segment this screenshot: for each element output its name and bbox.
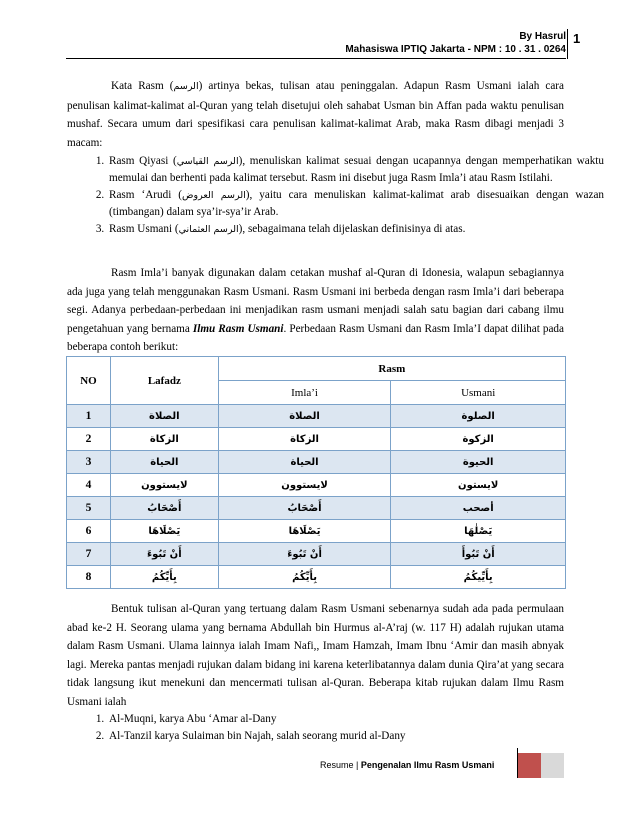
header-divider [66, 58, 566, 59]
imlai-text-a: Rasm Imla’i banyak digunakan dalam cetakan mushaf al-Quran di Idonesia, walapun sebagiannya ada juga yang telah menggunakan Rasm Usmani. Rasm Usmani ini berbeda dengan rasm Imla’i dari beberapa segi. Adanya perbedaan-perbedaan ini menjadikan rasm usmani menjadi salah satu bagian dari cabang ilmu pengetahuan yang bernama [67, 267, 564, 335]
lafadz-cell: الحياة [110, 451, 218, 474]
intro-arabic-term: الرسم [173, 81, 199, 92]
usmani-cell: الزكوة [391, 428, 566, 451]
row-number: 7 [67, 543, 111, 566]
list-item [107, 221, 604, 238]
column-header-usmani: Usmani [391, 381, 566, 405]
lafadz-cell: أَصْحَابُ [110, 497, 218, 520]
footer-red-block [518, 753, 541, 778]
usmani-cell: أصحب [391, 497, 566, 520]
header-vertical-divider [567, 29, 568, 59]
table-row [67, 474, 566, 497]
lafadz-cell: لايستوون [110, 474, 218, 497]
table-body [67, 405, 566, 589]
page-number: 1 [573, 31, 581, 46]
history-paragraph [67, 600, 564, 711]
imlai-text-b: . Perbedaan Rasm Usmani dan Rasm Imla’I dapat dilihat pada beberapa contoh berikut: [67, 322, 564, 353]
intro-paragraph [67, 77, 564, 152]
table-row [67, 451, 566, 474]
list-item-arabic: الرسم العثماني [178, 224, 239, 235]
usmani-cell: لايستون [391, 474, 566, 497]
footer-gray-block [541, 753, 564, 778]
list-item [107, 153, 604, 187]
row-number: 3 [67, 451, 111, 474]
intro-text-a: Kata Rasm ( [111, 80, 174, 92]
list-item-text-b: ), sebagaimana telah dijelaskan definisinya di atas. [238, 223, 466, 235]
imlai-cell: الزكاة [218, 428, 391, 451]
footer-title: Pengenalan Ilmu Rasm Usmani [360, 760, 495, 770]
list-item: 2. Al-Tanzil karya Sulaiman bin Najah, salah seorang murid al-Dany [107, 728, 604, 745]
table-row [67, 428, 566, 451]
imlai-cell: أَنْ تَبُوءَ [218, 543, 391, 566]
intro-text-b: ) artinya bekas, tulisan atau peninggalan. Adapun Rasm Usmani ialah cara penulisan kalimat-kalimat al-Quran yang telah disetujui oleh sahabat Usman bin Affan pada waktu penulisan mushaf. Secara umum dari spesifikasi cara penulisan kalimat-kalimat Arab, maka Rasm dibagi menjadi 3 macam: [67, 80, 565, 149]
usmani-cell: أَنْ تَبُوأَ [391, 543, 566, 566]
row-number: 8 [67, 566, 111, 589]
row-number: 4 [67, 474, 111, 497]
list-item: 1. Al-Muqni, karya Abu ‘Amar al-Dany [107, 711, 604, 728]
usmani-cell: الصلوة [391, 405, 566, 428]
imlai-cell: أَصْحَابُ [218, 497, 391, 520]
usmani-cell: الحيوة [391, 451, 566, 474]
list-item-text-b: ), yaitu cara menuliskan kalimat-kalimat arab disesuaikan dengan wazan (timbangan) dalam sya’ir-sya’ir Arab. [109, 189, 604, 218]
usmani-cell: يَصْلٰهَا [391, 520, 566, 543]
column-header-no: NO [67, 357, 111, 405]
table-row [67, 520, 566, 543]
row-number: 1 [67, 405, 111, 428]
list-item-arabic: الرسم القياسي [176, 156, 239, 167]
list-item-text-a: Rasm Qiyasi ( [109, 155, 177, 167]
imlai-cell: الصلاة [218, 405, 391, 428]
lafadz-cell: أَنْ تَبُوءَ [110, 543, 218, 566]
ilmu-rasm-usmani-term: Ilmu Rasm Usmani [192, 322, 284, 335]
imlai-cell: بِأَيِّكُمُ [218, 566, 391, 589]
lafadz-cell: الزكاة [110, 428, 218, 451]
row-number: 6 [67, 520, 111, 543]
header-affiliation: Mahasiswa IPTIQ Jakarta - NPM : 10 . 31 . 0264 [345, 44, 566, 55]
lafadz-cell: يَصْلَاهَا [110, 520, 218, 543]
lafadz-cell: الصلاة [110, 405, 218, 428]
imlai-cell: الحياة [218, 451, 391, 474]
usmani-cell: بِأَيِّيكُمُ [391, 566, 566, 589]
footer [320, 760, 494, 770]
table-row [67, 566, 566, 589]
footer-prefix: Resume | [320, 760, 361, 770]
lafadz-cell: بِأَيِّكُمُ [110, 566, 218, 589]
history-text: Bentuk tulisan al-Quran yang tertuang dalam Rasm Usmani sebenarnya sudah ada pada permulaan abad ke-2 H. Seorang ulama yang bernama Abdullah bin Hurmus al-A’raj (w. 117 H) adalah rujukan utama dalam Rasm Usmani. Ulama lainnya ialah Imam Nafi,, Imam Hamzah, Imam Ibnu ‘Amir dan masih abnyak lagi. Mereka pantas menjadi rujukan dalam bidang ini karena keterlibatannya dalam dunia Qira’at yang secara tidak langsung ikut menekuni dan mencermati tulisan al-Quran. Beberapa kitab rujukan dalam Ilmu Rasm Usmani ialah [67, 603, 564, 708]
table-row [67, 497, 566, 520]
column-header-rasm: Rasm [218, 357, 565, 381]
imlai-paragraph [67, 264, 564, 357]
header-author: By Hasrul [519, 31, 566, 42]
list-item-text-b: ), menuliskan kalimat sesuai dengan ucapannya dengan memperhatikan waktu memulai dan berhenti pada kalimat tersebut. Rasm ini disebut juga Rasm Imla’i atau Rasm Istilahi. [109, 155, 604, 184]
rasm-comparison-table [66, 356, 566, 589]
list-item-text-a: Rasm Usmani ( [109, 223, 179, 235]
imlai-cell: لايستوون [218, 474, 391, 497]
row-number: 2 [67, 428, 111, 451]
column-header-lafadz: Lafadz [110, 357, 218, 405]
table-row [67, 405, 566, 428]
list-item [107, 187, 604, 221]
references-list [67, 711, 604, 745]
column-header-imlai: Imla’i [218, 381, 391, 405]
list-item-arabic: الرسم العروض [182, 190, 246, 201]
rasm-types-list [67, 153, 604, 238]
imlai-cell: يَصْلَاهَا [218, 520, 391, 543]
list-item-text-a: Rasm ‘Arudi ( [109, 189, 183, 201]
table-row [67, 543, 566, 566]
row-number: 5 [67, 497, 111, 520]
